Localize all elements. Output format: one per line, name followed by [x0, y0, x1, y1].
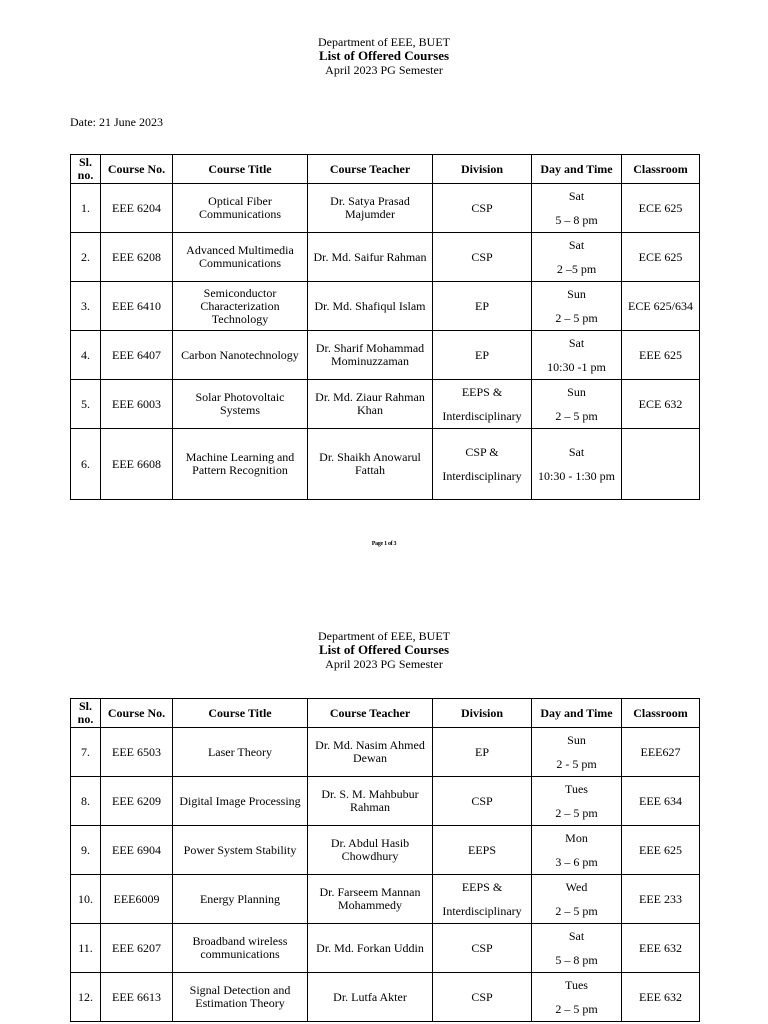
day-text: Sat: [568, 238, 585, 252]
division-line: EP: [474, 745, 489, 759]
time-text: 2 –5 pm: [556, 262, 597, 276]
division-cell: [433, 728, 532, 777]
course-title-cell: Advanced Multimedia Communications: [173, 233, 308, 282]
col-header-course-title: Course Title: [173, 699, 308, 728]
sl-no-cell: 7.: [71, 728, 101, 777]
day-text: Sun: [567, 385, 586, 399]
classroom-cell: EEE 632: [622, 924, 700, 973]
course-title-cell: Laser Theory: [173, 728, 308, 777]
courses-table-page2: [70, 698, 700, 1022]
day-time-cell: [532, 429, 622, 500]
time-text: 2 – 5 pm: [555, 311, 598, 325]
division-cell: [433, 777, 532, 826]
course-no-cell: EEE 6204: [101, 184, 173, 233]
col-header-course-no: Course No.: [101, 699, 173, 728]
day-time-cell: [532, 380, 622, 429]
day-time-cell: [532, 331, 622, 380]
day-text: Mon: [565, 831, 588, 845]
time-text: 10:30 - 1:30 pm: [538, 469, 615, 483]
day-time-cell: [532, 875, 622, 924]
day-time-cell: [532, 233, 622, 282]
course-teacher-cell: Dr. Farseem Mannan Mohammedy: [308, 875, 433, 924]
division-cell: [433, 826, 532, 875]
division-cell: [433, 429, 532, 500]
course-title-cell: Digital Image Processing: [173, 777, 308, 826]
table-row: [71, 380, 700, 429]
day-text: Sat: [568, 445, 585, 459]
sl-no-cell: 12.: [71, 973, 101, 1022]
sl-no-cell: 6.: [71, 429, 101, 500]
course-title-cell: Broadband wireless communications: [173, 924, 308, 973]
course-title-cell: Machine Learning and Pattern Recognition: [173, 429, 308, 500]
col-header-division: Division: [433, 699, 532, 728]
division-line: CSP: [471, 794, 493, 808]
course-title-cell: Signal Detection and Estimation Theory: [173, 973, 308, 1022]
col-header-sl: Sl. no.: [71, 155, 101, 184]
sl-no-cell: 1.: [71, 184, 101, 233]
table-header-row: [71, 699, 700, 728]
division-cell: [433, 282, 532, 331]
courses-table-page1: [70, 154, 700, 500]
day-text: Sat: [568, 929, 585, 943]
course-teacher-cell: Dr. Md. Forkan Uddin: [308, 924, 433, 973]
course-teacher-cell: Dr. S. M. Mahbubur Rahman: [308, 777, 433, 826]
classroom-cell: EEE627: [622, 728, 700, 777]
semester-label: April 2023 PG Semester: [325, 657, 443, 671]
sl-no-cell: 5.: [71, 380, 101, 429]
division-line: EEPS: [467, 843, 496, 857]
col-header-course-no: Course No.: [101, 155, 173, 184]
time-text: 3 – 6 pm: [555, 855, 598, 869]
classroom-cell: ECE 625/634: [622, 282, 700, 331]
table-row: [71, 184, 700, 233]
time-text: 5 – 8 pm: [555, 213, 598, 227]
course-teacher-cell: Dr. Md. Shafiqul Islam: [308, 282, 433, 331]
sl-no-cell: 3.: [71, 282, 101, 331]
time-text: 2 - 5 pm: [556, 757, 597, 771]
table-row: [71, 973, 700, 1022]
division-line: CSP: [471, 941, 493, 955]
course-no-cell: EEE 6904: [101, 826, 173, 875]
col-header-classroom: Classroom: [622, 699, 700, 728]
day-time-cell: [532, 184, 622, 233]
col-header-classroom: Classroom: [622, 155, 700, 184]
course-teacher-cell: Dr. Lutfa Akter: [308, 973, 433, 1022]
table-row: [71, 429, 700, 500]
sl-no-cell: 2.: [71, 233, 101, 282]
table-row: [71, 331, 700, 380]
course-title-cell: Carbon Nanotechnology: [173, 331, 308, 380]
department-name: Department of EEE, BUET: [318, 629, 450, 643]
classroom-cell: EEE 625: [622, 331, 700, 380]
page-number: Page 1 of 3: [371, 541, 397, 547]
col-header-division: Division: [433, 155, 532, 184]
division-line: Interdisciplinary: [442, 469, 522, 483]
semester-label: April 2023 PG Semester: [325, 63, 443, 77]
course-title-cell: Energy Planning: [173, 875, 308, 924]
classroom-cell: [622, 429, 700, 500]
course-no-cell: EEE 6410: [101, 282, 173, 331]
page1-header: [0, 35, 768, 77]
course-teacher-cell: Dr. Md. Ziaur Rahman Khan: [308, 380, 433, 429]
course-no-cell: EEE 6208: [101, 233, 173, 282]
division-line: EEPS &: [461, 385, 503, 399]
day-time-cell: [532, 924, 622, 973]
time-text: 10:30 -1 pm: [547, 360, 606, 374]
course-teacher-cell: Dr. Sharif Mohammad Mominuzzaman: [308, 331, 433, 380]
course-no-cell: EEE 6407: [101, 331, 173, 380]
sl-no-cell: 8.: [71, 777, 101, 826]
time-text: 2 – 5 pm: [555, 806, 598, 820]
division-line: EP: [474, 299, 489, 313]
classroom-cell: EEE 634: [622, 777, 700, 826]
classroom-cell: ECE 632: [622, 380, 700, 429]
col-header-day-time: Day and Time: [532, 699, 622, 728]
time-text: 2 – 5 pm: [555, 409, 598, 423]
table-header-row: [71, 155, 700, 184]
division-line: CSP: [471, 250, 493, 264]
table-row: [71, 875, 700, 924]
time-text: 2 – 5 pm: [555, 1002, 598, 1016]
col-header-sl: Sl. no.: [71, 699, 101, 728]
division-cell: [433, 924, 532, 973]
day-text: Tues: [565, 978, 588, 992]
day-text: Tues: [565, 782, 588, 796]
division-line: CSP: [471, 201, 493, 215]
time-text: 2 – 5 pm: [555, 904, 598, 918]
course-title-cell: Optical Fiber Communications: [173, 184, 308, 233]
day-text: Sun: [567, 733, 586, 747]
classroom-cell: EEE 632: [622, 973, 700, 1022]
course-title-cell: Semiconductor Characterization Technology: [173, 282, 308, 331]
document-title: List of Offered Courses: [318, 48, 450, 63]
course-teacher-cell: Dr. Shaikh Anowarul Fattah: [308, 429, 433, 500]
table-row: [71, 777, 700, 826]
day-time-cell: [532, 728, 622, 777]
division-cell: [433, 973, 532, 1022]
course-no-cell: EEE 6207: [101, 924, 173, 973]
day-text: Sat: [568, 189, 585, 203]
time-text: 5 – 8 pm: [555, 953, 598, 967]
sl-no-cell: 4.: [71, 331, 101, 380]
department-name: Department of EEE, BUET: [318, 35, 450, 49]
day-time-cell: [532, 777, 622, 826]
col-header-course-teacher: Course Teacher: [308, 155, 433, 184]
day-time-cell: [532, 973, 622, 1022]
course-no-cell: EEE 6613: [101, 973, 173, 1022]
table-row: [71, 826, 700, 875]
table-row: [71, 728, 700, 777]
course-teacher-cell: Dr. Abdul Hasib Chowdhury: [308, 826, 433, 875]
page2-header: [0, 629, 768, 671]
division-cell: [433, 875, 532, 924]
course-no-cell: EEE 6003: [101, 380, 173, 429]
course-teacher-cell: Dr. Md. Nasim Ahmed Dewan: [308, 728, 433, 777]
day-text: Sat: [568, 336, 585, 350]
table-row: [71, 233, 700, 282]
course-title-cell: Power System Stability: [173, 826, 308, 875]
classroom-cell: ECE 625: [622, 233, 700, 282]
day-time-cell: [532, 826, 622, 875]
classroom-cell: ECE 625: [622, 184, 700, 233]
classroom-cell: EEE 625: [622, 826, 700, 875]
course-no-cell: EEE 6209: [101, 777, 173, 826]
course-title-cell: Solar Photovoltaic Systems: [173, 380, 308, 429]
sl-no-cell: 11.: [71, 924, 101, 973]
division-line: Interdisciplinary: [442, 409, 522, 423]
course-teacher-cell: Dr. Satya Prasad Majumder: [308, 184, 433, 233]
sl-no-cell: 10.: [71, 875, 101, 924]
col-header-course-title: Course Title: [173, 155, 308, 184]
day-text: Wed: [565, 880, 588, 894]
division-line: EP: [474, 348, 489, 362]
division-cell: [433, 331, 532, 380]
course-no-cell: EEE6009: [101, 875, 173, 924]
table-row: [71, 924, 700, 973]
col-header-day-time: Day and Time: [532, 155, 622, 184]
division-line: CSP: [471, 990, 493, 1004]
division-cell: [433, 233, 532, 282]
division-line: Interdisciplinary: [442, 904, 522, 918]
course-no-cell: EEE 6503: [101, 728, 173, 777]
document-title: List of Offered Courses: [318, 642, 450, 657]
day-text: Sun: [567, 287, 586, 301]
col-header-course-teacher: Course Teacher: [308, 699, 433, 728]
document-date: Date: 21 June 2023: [70, 115, 163, 129]
division-cell: [433, 380, 532, 429]
day-time-cell: [532, 282, 622, 331]
sl-no-cell: 9.: [71, 826, 101, 875]
division-line: CSP &: [465, 445, 499, 459]
table-row: [71, 282, 700, 331]
division-cell: [433, 184, 532, 233]
division-line: EEPS &: [461, 880, 503, 894]
classroom-cell: EEE 233: [622, 875, 700, 924]
course-no-cell: EEE 6608: [101, 429, 173, 500]
course-teacher-cell: Dr. Md. Saifur Rahman: [308, 233, 433, 282]
